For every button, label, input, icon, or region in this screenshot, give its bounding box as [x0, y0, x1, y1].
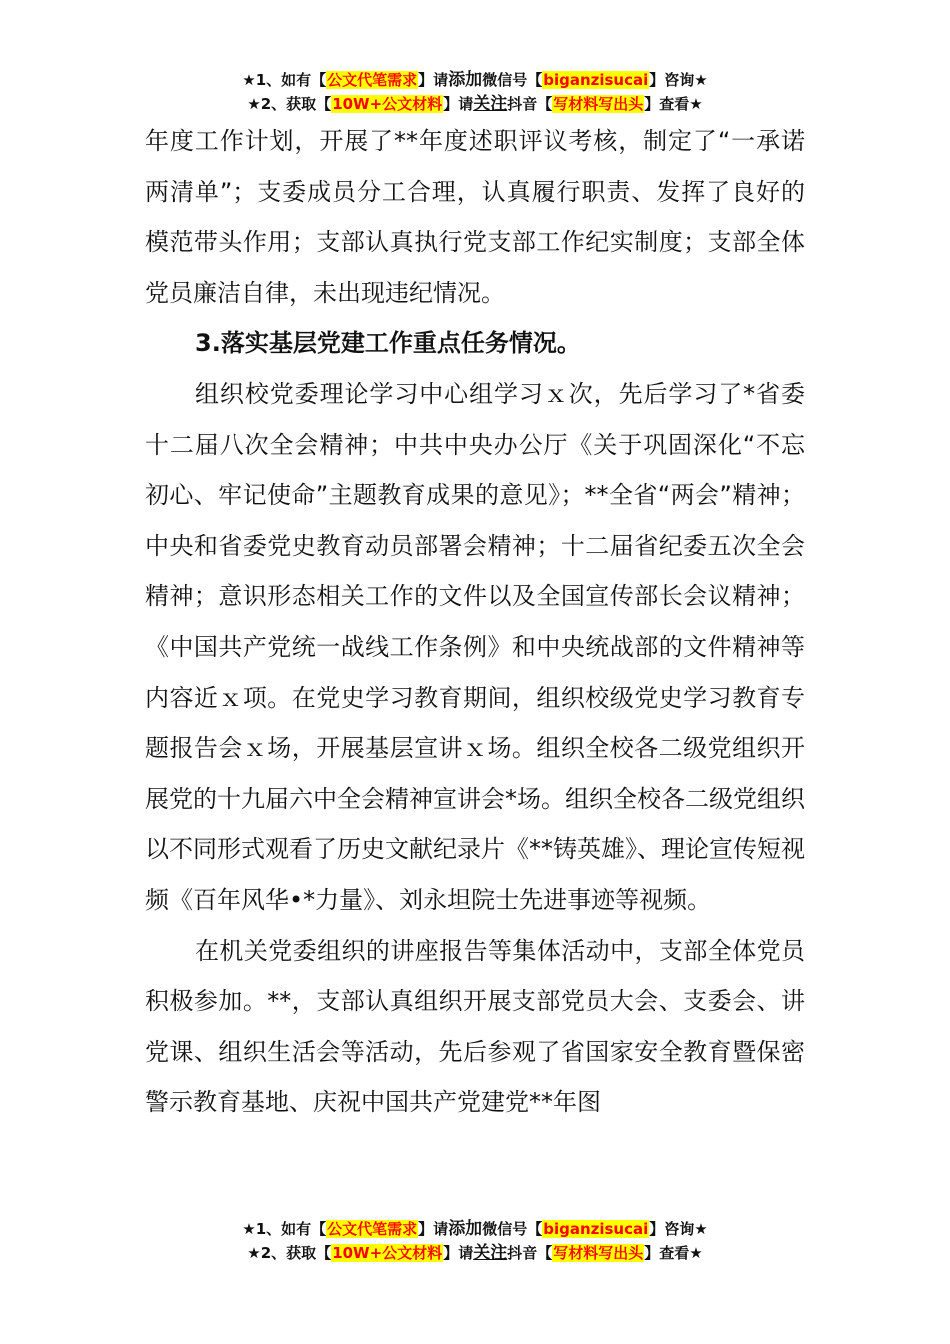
footer-banner: [0, 1217, 950, 1265]
paragraph-2: 组织校党委理论学习中心组学习ｘ次，先后学习了*省委十二届八次全会精神；中共中央办公厅《关于巩固深化“不忘初心、牢记使命”主题教育成果的意见》；**全省“两会”精神；中央和省委党史教育动员部署会精神；十二届省纪委五次全会精神；意识形态相关工作的文件以及全国宣传部长会议精神；《中国共产党统一战线工作条例》和中央统战部的文件精神等内容近ｘ项。在党史学习教育期间，组织校级党史学习教育专题报告会ｘ场，开展基层宣讲ｘ场。组织全校各二级党组织开展党的十九届六中全会精神宣讲会*场。组织全校各二级党组织以不同形式观看了历史文献纪录片《**铸英雄》、理论宣传短视频《百年风华•*力量》、刘永坦院士先进事迹等视频。: [145, 379, 805, 914]
banner-highlight: biganzisucai: [543, 1220, 649, 1238]
banner-line-2: [0, 1241, 950, 1265]
banner-highlight: 公文代笔需求: [327, 1220, 418, 1238]
banner-highlight: 写材料写出头: [553, 1244, 644, 1262]
header-banner: [0, 68, 950, 116]
banner-text: 】请: [443, 1244, 474, 1262]
banner-text: 】请: [418, 71, 449, 89]
banner-text: ★2、获取【: [247, 95, 332, 113]
banner-highlight: 10W+公文材料: [332, 1244, 443, 1262]
banner-text: 】请: [418, 1220, 449, 1238]
banner-emphasis: 关注: [473, 1243, 508, 1263]
banner-text: ★1、如有【: [242, 71, 327, 89]
banner-text: 抖音【: [507, 95, 553, 113]
banner-line-1: [0, 68, 950, 92]
banner-text: 微信号【: [482, 71, 543, 89]
banner-emphasis: 关注: [473, 94, 508, 114]
banner-text: 】请: [443, 95, 474, 113]
banner-emphasis: 添加: [448, 1219, 483, 1239]
banner-highlight: 公文代笔需求: [327, 71, 418, 89]
banner-highlight: 10W+公文材料: [332, 95, 443, 113]
paragraph-3: 在机关党委组织的讲座报告等集体活动中，支部全体党员积极参加。**，支部认真组织开展支部党员大会、支委会、讲党课、组织生活会等活动，先后参观了省国家安全教育暨保密警示教育基地、庆祝中国共产党建党**年图: [145, 936, 805, 1117]
banner-text: 】咨询★: [649, 71, 708, 89]
paragraph-1: 年度工作计划，开展了**年度述职评议考核，制定了“一承诺两清单”；支委成员分工合理，认真履行职责、发挥了良好的模范带头作用；支部认真执行党支部工作纪实制度；支部全体党员廉洁自律，未出现违纪情况。: [145, 127, 805, 307]
banner-text: ★1、如有【: [242, 1220, 327, 1238]
banner-line-2: [0, 92, 950, 116]
banner-text: 】查看★: [644, 95, 703, 113]
section-heading-3: 3.落实基层党建工作重点任务情况。: [195, 329, 581, 358]
banner-text: 】查看★: [644, 1244, 703, 1262]
banner-text: 】咨询★: [649, 1220, 708, 1238]
banner-highlight: 写材料写出头: [553, 95, 644, 113]
banner-highlight: biganzisucai: [543, 71, 649, 89]
banner-text: ★2、获取【: [247, 1244, 332, 1262]
banner-text: 微信号【: [482, 1220, 543, 1238]
banner-emphasis: 添加: [448, 70, 483, 90]
document-body: [145, 116, 805, 1128]
banner-text: 抖音【: [507, 1244, 553, 1262]
banner-line-1: [0, 1217, 950, 1241]
